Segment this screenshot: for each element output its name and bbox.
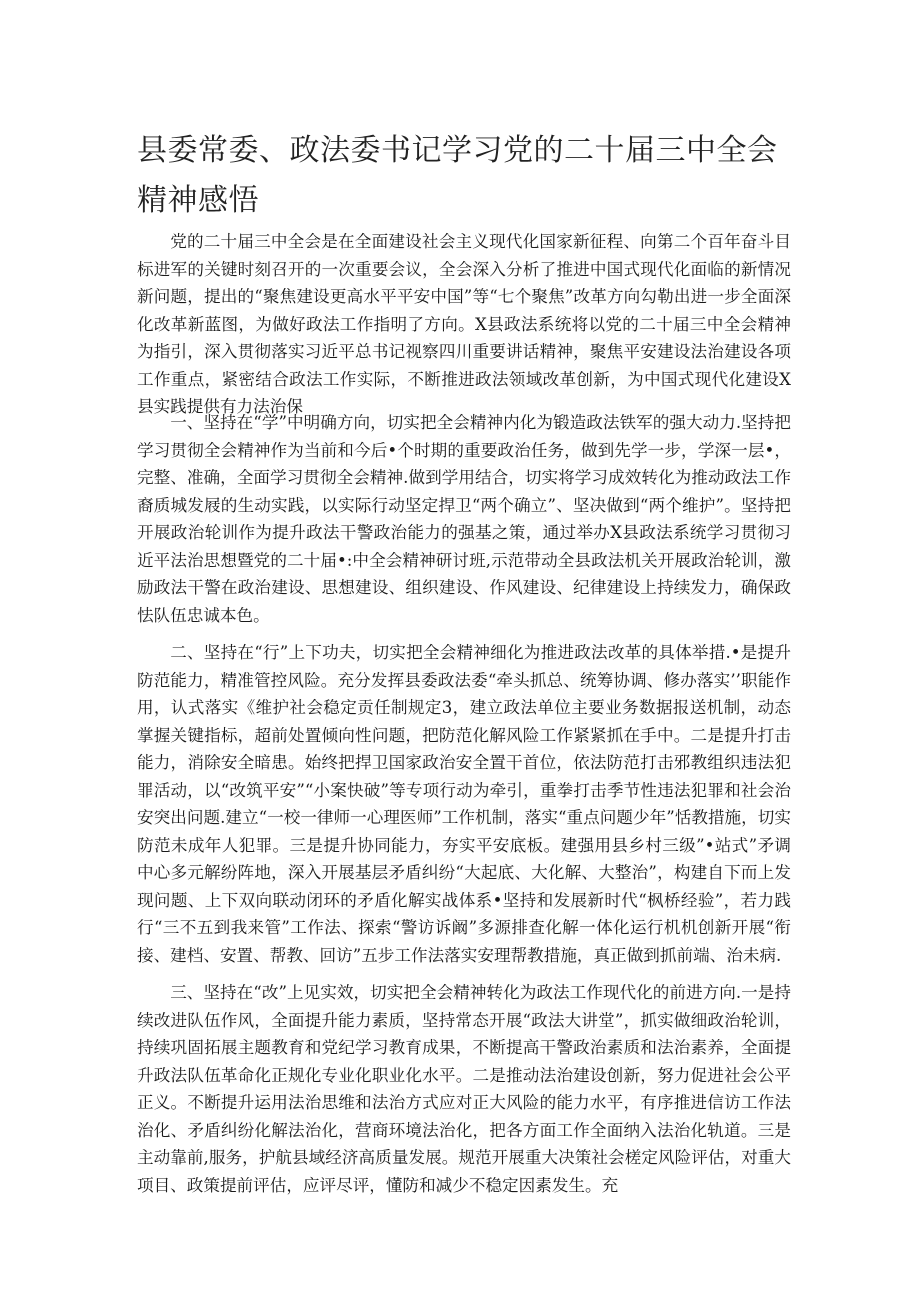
section-1-paragraph: 一、坚持在“学”中明确方向，切实把全会精神内化为锻造政法铁军的强大动力.坚持把学习贯彻全会精神作为当前和今后•个时期的重要政治任务，做到先学一步，学深一层•，完整、准确，全面学习贯彻全会精神.做到学用结合，切实将学习成效转化为推动政法工作裔质城发屐的生动实践，以实际行动坚定捍卫“两个确立”、坚决做到“两个维护”。坚持把开展政治轮训作为提升政法干警政治能力的强基之策，通过举办X县政法系统学习贯彻习近平法治思想暨党的二十届•:中全会精神研讨班,示范带动全县政法机关开展政治轮训，激励政法干警在政治建设、思想建设、组织建设、作风建设、纪律建设上持续发力，确保政怯队伍忠诚本色。 (137, 413, 791, 625)
body-sections (137, 409, 791, 1209)
intro-block (137, 228, 791, 421)
section-2-paragraph: 二、坚持在“行”上下功夫，切实把全会精神细化为推进政法改革的具体举措.•是提升防范能力，精准管控风险。充分发挥县委政法委“牵头抓总、统筹协调、修办落实’’职能作用，认式落实《维护社会稳定贡任制规定3，建立政法单位主要业务数据报送机制，动态掌握关键指标，超前处置倾向性问题，把防范化解风险工作紧紧抓在手中。二是提升打击能力，消除安全暗患。始终把捍卫国家政治安全置干首位，依法防范打击邪教组织违法犯罪活动，以“改筑平安”“小案快破”等专项行动为牵引，重拳打击季节性违法犯罪和社会治安突出问题.建立“一校一律师一心理医师”工作机制，落实“重点问题少年”恬教措施，切实防范未成年人犯罪。三是提升协同能力，夯实平安底板。建强用县乡村三级”•站式”矛调中心多元解纷阵地，深入开展基层矛盾纠纷“大起底、大化解、大整治”，构建自下而上发现问题、上下双向联动闭环的矛盾化解实战体系•坚持和发展新时代“枫桥经验”，若力践行“三不五到我来管”工作法、探索“警访诉阚”多源排查化解一体化运行机机创新开展“衔接、建档、安置、帮教、回访”五步工作法落实安理帮教措施，真正做到抓前端、治未病. (137, 643, 791, 965)
section-3-paragraph: 三、坚持在“改”上见实效，切实把全会精神转化为政法工作现代化的前进方向.一是持续改进队伍作风，全面提升能力素质，坚持常态开展“政法大讲堂”，抓实做细政治轮训，持续巩固拓展主题教育和党纪学习教育成果，不断提高干警政治素质和法治素养，全面提升政法队伍革命化正规化专业化职业化水平。二是推动法治建设创新，努力促进社会公平正义。不断提升运用法治思维和法治方式应对正大风险的能力水平，有序推进信访工作法治化、矛盾纠纷化解法治化，营商环境法治化，把各方面工作全面纳入法治化轨道。三是主动靠前,服务，护航县域经济高质量发展。规范开展重大决策社会槎定风险评估，对重大项目、政策提前评估，应评尽评，懂防和减少不稳定因素发生。充 (137, 983, 791, 1195)
intro-paragraph: 党的二十届三中全会是在全面建设社会主义现代化国家新征程、向第二个百年奋斗目标进军的关键时刻召开的一次重要会议，全会深入分析了推进中国式现代化面临的新情况新问题，提出的“聚焦建设更高水平平安中国”等“七个聚焦”改革方向勾勒出进一步全面深化改革新蓝图，为做好政法工作指明了方向。X县政法系统将以党的二十届三中全会精神为指引，深入贯彻落实习近平总书记视察四川重要讲话精神，聚焦平安建设法治建设各项工作重点，紧密结合政法工作实际，不断推进政法领域改革创新，为中国式现代化建设X县实践提供有力法治保 (137, 232, 791, 416)
document-title: 县委常委、政法委书记学习党的二十届三中全会精神感悟 (137, 133, 778, 218)
